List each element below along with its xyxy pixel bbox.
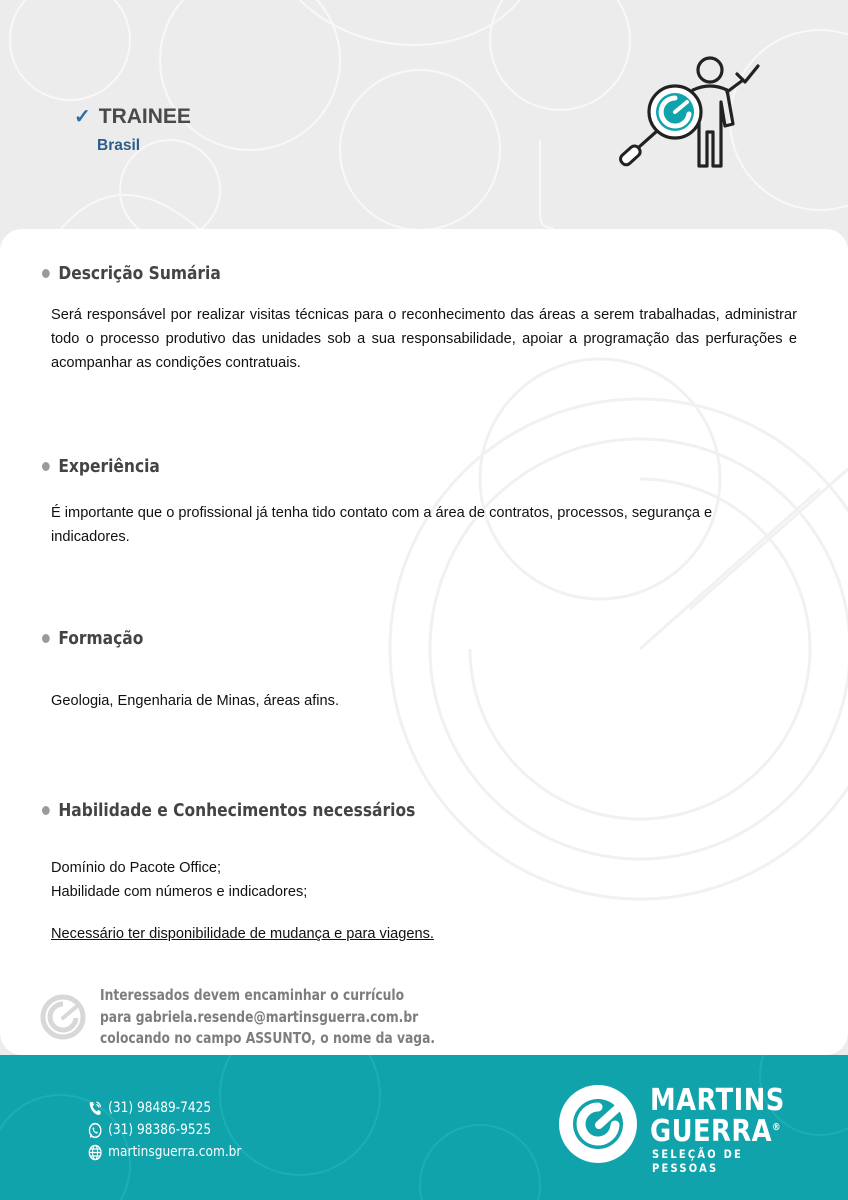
contact-whatsapp[interactable]: [88, 1119, 241, 1141]
availability-note: Necessário ter disponibilidade de mudança e para viagens.: [51, 926, 434, 942]
skill-item: Habilidade com números e indicadores;: [51, 884, 308, 900]
section-title-descricao: [42, 263, 221, 284]
bullet-icon: [42, 462, 50, 471]
registered-mark: ®: [772, 1122, 782, 1133]
checkmark-icon: ✓: [74, 106, 91, 128]
section-text-formacao: Geologia, Engenharia de Minas, áreas afins.: [51, 693, 339, 709]
whatsapp-number: (31) 98386-9525: [108, 1122, 212, 1138]
apply-line: para gabriela.resende@martinsguerra.com.br: [100, 1007, 419, 1026]
brand-tagline: SELEÇÃO DE PESSOAS: [652, 1147, 744, 1175]
martins-guerra-logo-icon: [555, 1081, 641, 1167]
content-card: [0, 229, 848, 1055]
website-url: martinsguerra.com.br: [108, 1144, 242, 1160]
phone-number: (31) 98489-7425: [108, 1100, 212, 1116]
apply-line: Interessados devem encaminhar o currículo: [100, 986, 405, 1004]
section-text-experiencia: É importante que o profissional já tenha tido contato com a área de contratos, processos, segurança e indicadores.: [51, 505, 713, 545]
apply-line: colocando no campo ASSUNTO, o nome da vaga.: [100, 1029, 436, 1047]
footer: [0, 1055, 848, 1200]
section-title-habilidades: [42, 800, 415, 821]
section-text-descricao: Será responsável por realizar visitas técnicas para o reconhecimento das áreas a serem trabalhadas, administrar todo o processo produtivo das unidades sob a sua responsabilidade, apoiar a programação das perfurações e acompanhar as condições contratuais.: [51, 307, 797, 371]
skills-list: [51, 856, 797, 946]
apply-instructions: [40, 985, 509, 1050]
header: [0, 0, 848, 230]
section-title-text: Formação: [58, 628, 144, 649]
brand-name-line2: GUERRA: [650, 1114, 773, 1149]
brand-name-line1: MARTINS: [650, 1083, 785, 1118]
section-title-experiencia: [42, 456, 160, 477]
job-title-text: TRAINEE: [98, 104, 191, 128]
section-title-text: Descrição Sumária: [58, 263, 221, 284]
skill-item: Domínio do Pacote Office;: [51, 860, 222, 876]
contact-website[interactable]: [88, 1141, 241, 1163]
bullet-icon: [42, 634, 50, 643]
globe-icon: [88, 1144, 102, 1161]
brand-mark-icon: [40, 994, 86, 1040]
whatsapp-icon: [88, 1122, 102, 1139]
magnifier-person-check-icon: [615, 52, 765, 174]
phone-icon: [88, 1100, 102, 1117]
job-title: [74, 104, 191, 129]
bullet-icon: [42, 806, 50, 815]
apply-text: [100, 985, 435, 1050]
section-title-formacao: [42, 628, 143, 649]
brand-logo: [555, 1081, 805, 1173]
section-title-text: Habilidade e Conhecimentos necessários: [58, 800, 416, 821]
job-location: Brasil: [97, 137, 141, 154]
brand-name: [650, 1083, 785, 1149]
bullet-icon: [42, 269, 50, 278]
contact-phone[interactable]: [88, 1097, 241, 1119]
section-title-text: Experiência: [58, 456, 160, 477]
contact-info: [88, 1097, 271, 1163]
